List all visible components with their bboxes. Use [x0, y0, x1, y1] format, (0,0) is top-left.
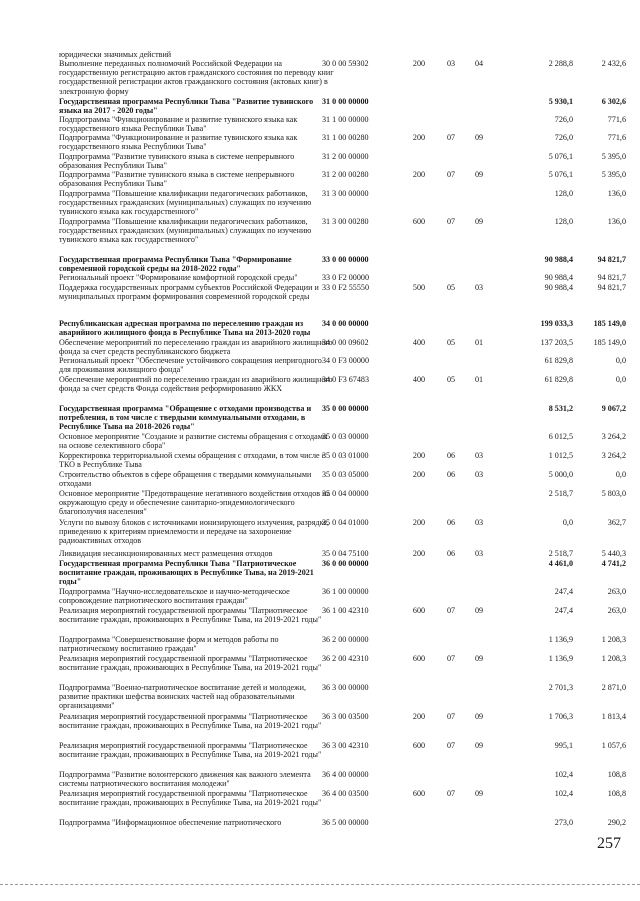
row-name: Государственная программа "Обращение с отходами производства и потребления, в том числе с твердыми коммунальными отходами, в Республике Тыва на 2018-2026 годы" — [59, 404, 312, 432]
amount-year-2: 94 821,7 — [597, 283, 626, 292]
expense-type: 500 — [412, 283, 426, 292]
target-code: 36 4 00 00000 — [322, 770, 369, 779]
amount-year-2: 108,8 — [607, 789, 626, 798]
amount-year-1: 1 012,5 — [548, 451, 573, 460]
amount-year-1: 137 203,5 — [540, 338, 573, 347]
amount-year-2: 9 067,2 — [601, 404, 626, 413]
row-name: Обеспечение мероприятий по переселению граждан из аварийного жилищного фонда за счет средств республиканского бюджета — [59, 338, 333, 357]
amount-year-2: 136,0 — [607, 189, 626, 198]
amount-year-1: 1 136,9 — [548, 654, 573, 663]
section-code: 06 — [446, 451, 456, 460]
expense-type: 400 — [412, 375, 426, 384]
target-code: 35 0 03 05000 — [322, 470, 369, 479]
amount-year-1: 273,0 — [554, 818, 573, 827]
section-code: 07 — [446, 712, 456, 721]
target-code: 35 0 04 75100 — [322, 549, 369, 558]
section-code: 07 — [446, 170, 456, 179]
row-name: Региональный проект "Формирование комфортной городской среды" — [59, 273, 298, 282]
amount-year-2: 108,8 — [607, 770, 626, 779]
target-code: 35 0 03 00000 — [322, 432, 369, 441]
amount-year-2: 1 057,6 — [601, 741, 626, 750]
amount-year-1: 90 988,4 — [544, 255, 573, 264]
amount-year-2: 5 395,0 — [601, 170, 626, 179]
target-code: 31 1 00 00280 — [322, 133, 369, 142]
amount-year-1: 247,4 — [554, 587, 573, 596]
amount-year-1: 2 288,8 — [548, 59, 573, 68]
amount-year-1: 4 461,0 — [548, 559, 573, 568]
amount-year-2: 0,0 — [615, 470, 626, 479]
target-code: 36 0 00 00000 — [322, 559, 369, 568]
amount-year-1: 128,0 — [554, 217, 573, 226]
section-code: 07 — [446, 741, 456, 750]
amount-year-1: 247,4 — [554, 606, 573, 615]
expense-type: 200 — [412, 133, 426, 142]
amount-year-2: 5 803,0 — [601, 489, 626, 498]
section-code: 07 — [446, 217, 456, 226]
amount-year-1: 726,0 — [554, 115, 573, 124]
amount-year-2: 136,0 — [607, 217, 626, 226]
row-name: Корректировка территориальной схемы обращения с отходами, в том числе с ТКО в Республике Тыва — [59, 451, 326, 470]
amount-year-1: 1 706,3 — [548, 712, 573, 721]
row-name: Республиканская адресная программа по переселению граждан из аварийного жилищного фонда в Республике Тыва на 2013-2020 годы — [59, 319, 311, 338]
target-code: 31 3 00 00280 — [322, 217, 369, 226]
subsection-code: 09 — [474, 789, 484, 798]
amount-year-1: 0,0 — [562, 518, 573, 527]
row-name: Подпрограмма "Информационное обеспечение патриотического — [59, 818, 282, 827]
row-name: Строительство объектов в сфере обращения с твердыми коммунальными отходами — [59, 470, 312, 489]
amount-year-1: 2 518,7 — [548, 489, 573, 498]
target-code: 35 0 04 00000 — [322, 489, 369, 498]
target-code: 34 0 00 09602 — [322, 338, 369, 347]
amount-year-2: 5 440,3 — [601, 549, 626, 558]
target-code: 36 3 00 00000 — [322, 683, 369, 692]
section-code: 07 — [446, 654, 456, 663]
target-code: 36 2 00 00000 — [322, 635, 369, 644]
target-code: 36 2 00 42310 — [322, 654, 369, 663]
amount-year-1: 995,1 — [554, 741, 573, 750]
subsection-code: 03 — [474, 283, 484, 292]
row-name: Реализация мероприятий государственной программы "Патриотическое воспитание граждан, проживающих в Республике Тыва, на 2019-2021 годы" — [59, 789, 322, 808]
amount-year-1: 726,0 — [554, 133, 573, 142]
subsection-code: 09 — [474, 133, 484, 142]
expense-type: 200 — [412, 518, 426, 527]
amount-year-1: 2 701,3 — [548, 683, 573, 692]
subsection-code: 09 — [474, 170, 484, 179]
amount-year-2: 6 302,6 — [601, 97, 626, 106]
row-name: Основное мероприятие "Создание и развитие системы обращения с отходами на основе селективного сбора" — [59, 432, 328, 451]
target-code: 34 0 F3 00000 — [322, 356, 369, 365]
target-code: 36 3 00 03500 — [322, 712, 369, 721]
amount-year-1: 199 033,3 — [540, 319, 573, 328]
amount-year-1: 128,0 — [554, 189, 573, 198]
row-name: Подпрограмма "Военно-патриотическое воспитание детей и молодежи, развитие практики шефства воинских частей над образовательными организациями" — [59, 683, 306, 711]
section-code: 05 — [446, 283, 456, 292]
amount-year-2: 362,7 — [607, 518, 626, 527]
expense-type: 600 — [412, 654, 426, 663]
amount-year-2: 5 395,0 — [601, 152, 626, 161]
target-code: 36 5 00 00000 — [322, 818, 369, 827]
amount-year-2: 4 741,2 — [601, 559, 626, 568]
row-name: Государственная программа Республики Тыва "Развитие тувинского языка на 2017 - 2020 годы" — [59, 97, 314, 116]
target-code: 34 0 00 00000 — [322, 319, 369, 328]
expense-type: 600 — [412, 606, 426, 615]
amount-year-2: 1 208,3 — [601, 654, 626, 663]
target-code: 34 0 F3 67483 — [322, 375, 369, 384]
amount-year-1: 90 988,4 — [544, 273, 573, 282]
section-code: 06 — [446, 518, 456, 527]
page-number: 257 — [597, 835, 621, 852]
amount-year-2: 0,0 — [615, 375, 626, 384]
expense-type: 200 — [412, 712, 426, 721]
row-name: Поддержка государственных программ субъектов Российской Федерации и муниципальных программ формирования современной городской среды — [59, 283, 319, 302]
row-name: Услуги по вывозу блоков с источниками ионизирующего излучения, разрядке, приведению к критериям приемлемости и передаче на захоронение радиоактивных отходов — [59, 518, 329, 546]
amount-year-2: 3 264,2 — [601, 432, 626, 441]
row-name: Подпрограмма "Повышение квалификации педагогических работников, государственных гражданских (муниципальных) служащих по изучению тувинского языка как государственного" — [59, 189, 312, 217]
target-code: 31 2 00 00280 — [322, 170, 369, 179]
amount-year-1: 5 930,1 — [548, 97, 573, 106]
row-name: Подпрограмма "Развитие тувинского языка в системе непрерывного образования Республики Тыва" — [59, 170, 295, 189]
target-code: 36 1 00 42310 — [322, 606, 369, 615]
amount-year-1: 6 012,5 — [548, 432, 573, 441]
expense-type: 600 — [412, 741, 426, 750]
row-name: Подпрограмма "Совершенствование форм и методов работы по патриотическому воспитанию граждан" — [59, 635, 279, 654]
row-name: Реализация мероприятий государственной программы "Патриотическое воспитание граждан, проживающих в Республике Тыва, на 2019-2021 годы" — [59, 712, 322, 731]
amount-year-2: 0,0 — [615, 356, 626, 365]
row-name: юридически значимых действий — [59, 50, 172, 59]
target-code: 35 0 04 01000 — [322, 518, 369, 527]
target-code: 33 0 F2 55550 — [322, 283, 369, 292]
amount-year-1: 5 000,0 — [548, 470, 573, 479]
subsection-code: 03 — [474, 451, 484, 460]
row-name: Основное мероприятие "Предотвращение негативного воздействия отходов на окружающую среду и обеспечение санитарно-эпидемиологического благополучия населения" — [59, 489, 331, 517]
target-code: 36 4 00 03500 — [322, 789, 369, 798]
amount-year-2: 263,0 — [607, 587, 626, 596]
amount-year-1: 5 076,1 — [548, 170, 573, 179]
subsection-code: 04 — [474, 59, 484, 68]
row-name: Подпрограмма "Повышение квалификации педагогических работников, государственных гражданских (муниципальных) служащих по изучению тувинского языка как государственного" — [59, 217, 312, 245]
target-code: 36 1 00 00000 — [322, 587, 369, 596]
subsection-code: 01 — [474, 375, 484, 384]
amount-year-1: 1 136,9 — [548, 635, 573, 644]
row-name: Реализация мероприятий государственной программы "Патриотическое воспитание граждан, проживающих в Республике Тыва, на 2019-2021 годы" — [59, 606, 322, 625]
amount-year-1: 8 531,2 — [548, 404, 573, 413]
row-name: Региональный проект "Обеспечение устойчивого сокращения непригодного для проживания жилищного фонда" — [59, 356, 322, 375]
subsection-code: 09 — [474, 654, 484, 663]
subsection-code: 03 — [474, 549, 484, 558]
expense-type: 600 — [412, 217, 426, 226]
target-code: 31 2 00 00000 — [322, 152, 369, 161]
expense-type: 200 — [412, 470, 426, 479]
amount-year-1: 2 518,7 — [548, 549, 573, 558]
row-name: Выполнение переданных полномочий Российской Федерации на государственную регистрацию актов гражданского состояния по переводу книг государственной регистрации актов гражданского состояния (актовых книг) в электронную форму — [59, 59, 334, 96]
row-name: Государственная программа Республики Тыва "Формирование современной городской среды на 2018-2022 годы" — [59, 255, 292, 274]
row-name: Подпрограмма "Функционирование и развитие тувинского языка как государственного языка Республики Тыва" — [59, 115, 298, 134]
target-code: 33 0 00 00000 — [322, 255, 369, 264]
row-name: Подпрограмма "Функционирование и развитие тувинского языка как государственного языка Республики Тыва" — [59, 133, 298, 152]
row-name: Подпрограмма "Развитие тувинского языка в системе непрерывного образования Республики Тыва" — [59, 152, 295, 171]
row-name: Подпрограмма "Развитие волонтерского движения как важного элемента системы патриотического воспитания молодежи" — [59, 770, 311, 789]
target-code: 33 0 F2 00000 — [322, 273, 369, 282]
row-name: Обеспечение мероприятий по переселению граждан из аварийного жилищного фонда за счет средств Фонда содействия реформированию ЖКХ — [59, 375, 333, 394]
target-code: 31 1 00 00000 — [322, 115, 369, 124]
row-name: Ликвидация несанкционированных мест размещения отходов — [59, 549, 273, 558]
expense-type: 200 — [412, 170, 426, 179]
subsection-code: 09 — [474, 712, 484, 721]
expense-type: 600 — [412, 789, 426, 798]
subsection-code: 03 — [474, 470, 484, 479]
amount-year-2: 771,6 — [607, 133, 626, 142]
subsection-code: 09 — [474, 217, 484, 226]
amount-year-2: 185 149,0 — [593, 319, 626, 328]
section-code: 03 — [446, 59, 456, 68]
section-code: 07 — [446, 133, 456, 142]
row-name: Реализация мероприятий государственной программы "Патриотическое воспитание граждан, проживающих в Республике Тыва, на 2019-2021 годы" — [59, 654, 322, 673]
target-code: 30 0 00 59302 — [322, 59, 369, 68]
expense-type: 400 — [412, 338, 426, 347]
row-name: Реализация мероприятий государственной программы "Патриотическое воспитание граждан, проживающих в Республике Тыва, на 2019-2021 годы" — [59, 741, 322, 760]
amount-year-1: 61 829,8 — [544, 375, 573, 384]
section-code: 06 — [446, 470, 456, 479]
amount-year-2: 3 264,2 — [601, 451, 626, 460]
amount-year-1: 102,4 — [554, 789, 573, 798]
amount-year-2: 290,2 — [607, 818, 626, 827]
subsection-code: 09 — [474, 741, 484, 750]
target-code: 31 3 00 00000 — [322, 189, 369, 198]
amount-year-2: 771,6 — [607, 115, 626, 124]
amount-year-2: 94 821,7 — [597, 255, 626, 264]
amount-year-2: 94 821,7 — [597, 273, 626, 282]
section-code: 05 — [446, 375, 456, 384]
subsection-code: 01 — [474, 338, 484, 347]
target-code: 36 3 00 42310 — [322, 741, 369, 750]
expense-type: 200 — [412, 451, 426, 460]
amount-year-2: 1 208,3 — [601, 635, 626, 644]
subsection-code: 09 — [474, 606, 484, 615]
amount-year-1: 102,4 — [554, 770, 573, 779]
target-code: 31 0 00 00000 — [322, 97, 369, 106]
section-code: 07 — [446, 789, 456, 798]
section-code: 07 — [446, 606, 456, 615]
target-code: 35 0 03 01000 — [322, 451, 369, 460]
target-code: 35 0 00 00000 — [322, 404, 369, 413]
amount-year-2: 1 813,4 — [601, 712, 626, 721]
section-code: 06 — [446, 549, 456, 558]
row-name: Государственная программа Республики Тыва "Патриотическое воспитание граждан, проживающих в Республике Тыва, на 2019-2021 годы" — [59, 559, 314, 587]
subsection-code: 03 — [474, 518, 484, 527]
amount-year-2: 185 149,0 — [593, 338, 626, 347]
amount-year-1: 61 829,8 — [544, 356, 573, 365]
expense-type: 200 — [412, 59, 426, 68]
amount-year-1: 90 988,4 — [544, 283, 573, 292]
expense-type: 200 — [412, 549, 426, 558]
amount-year-2: 2 871,0 — [601, 683, 626, 692]
page-divider — [0, 884, 640, 885]
row-name: Подпрограмма "Научно-исследовательское и научно-методическое сопровождение патриотического воспитания граждан" — [59, 587, 290, 606]
amount-year-1: 5 076,1 — [548, 152, 573, 161]
section-code: 05 — [446, 338, 456, 347]
amount-year-2: 263,0 — [607, 606, 626, 615]
amount-year-2: 2 432,6 — [601, 59, 626, 68]
